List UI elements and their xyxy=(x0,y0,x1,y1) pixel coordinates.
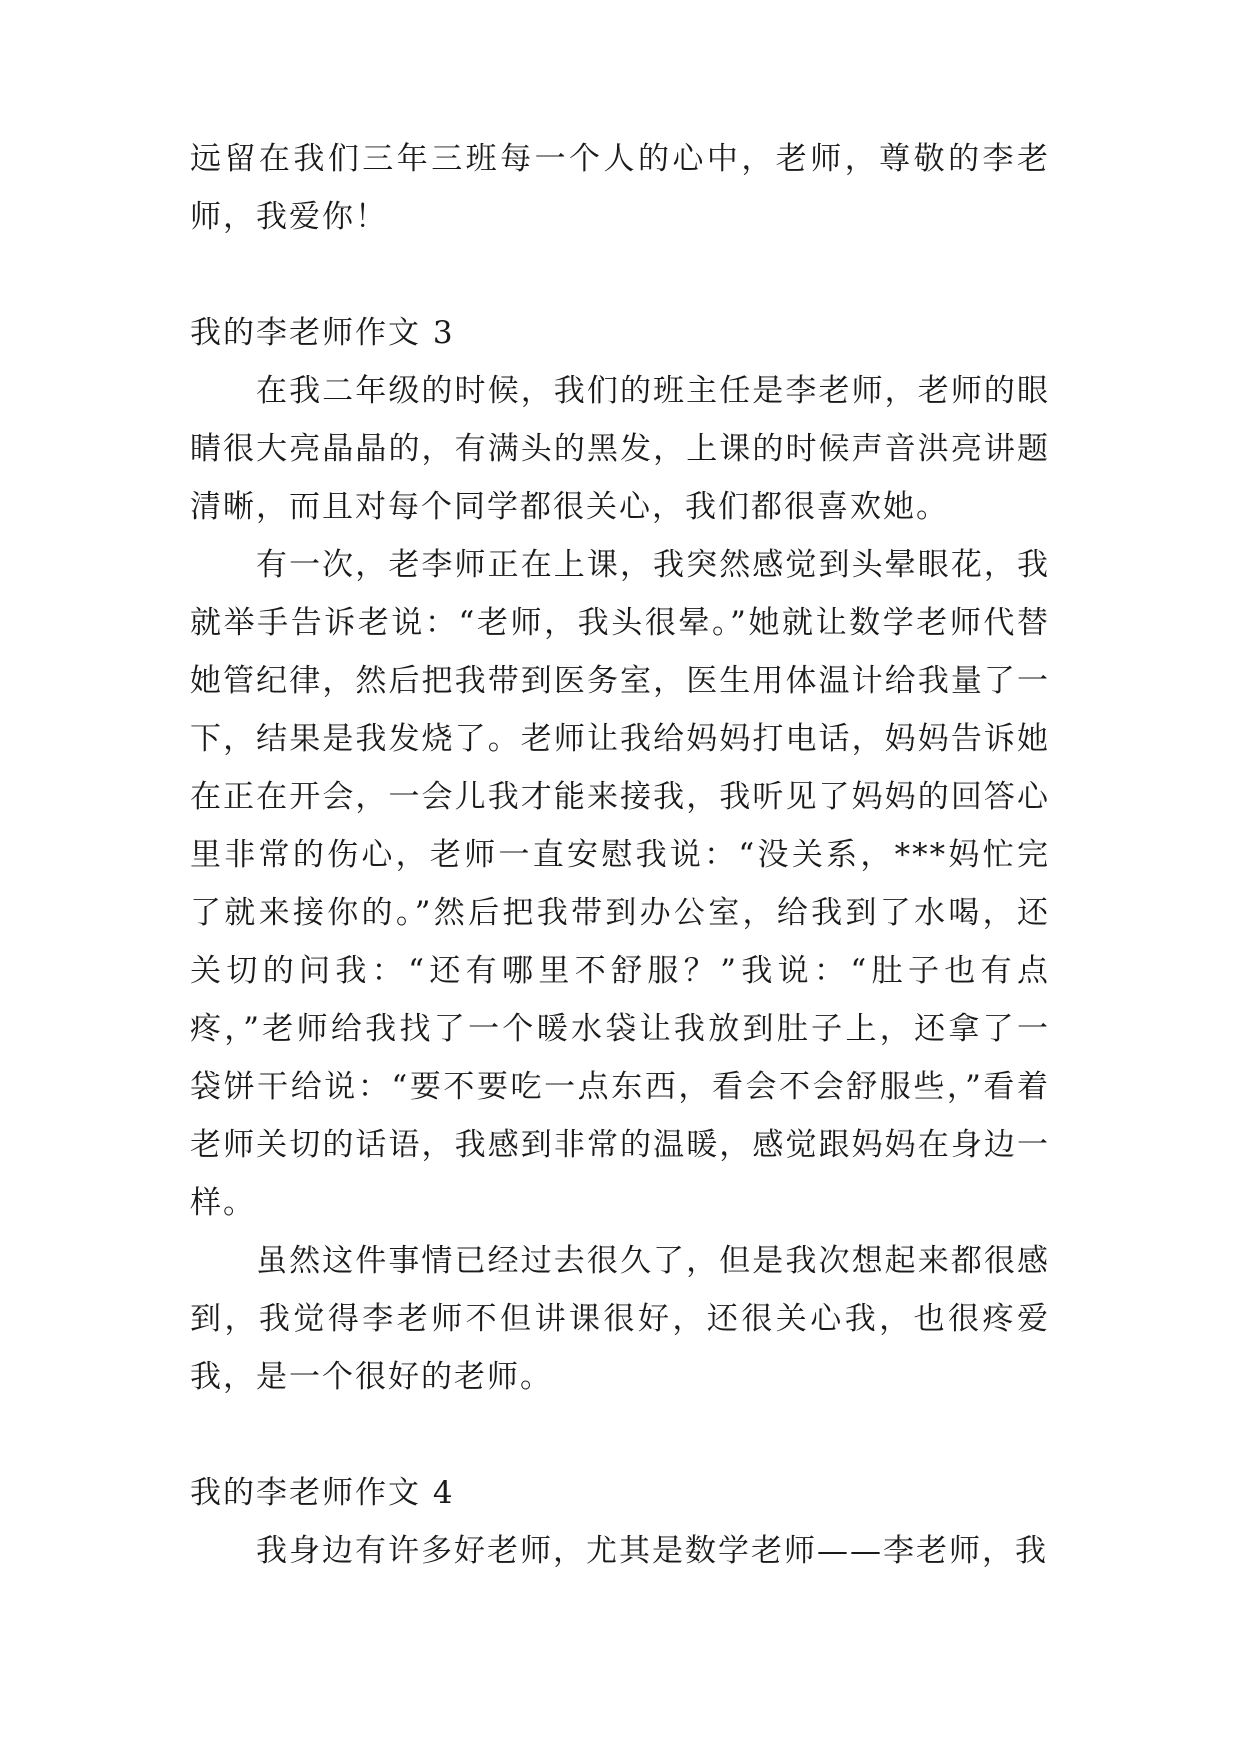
section-3-heading: 我的李老师作文 3 xyxy=(190,315,455,351)
section-3-paragraph-1: 在我二年级的时候，我们的班主任是李老师，老师的眼睛很大亮晶晶的，有满头的黑发，上课的时候声音洪亮讲题清晰，而且对每个同学都很关心，我们都很喜欢她。 xyxy=(190,373,1050,525)
section-4-heading: 我的李老师作文 4 xyxy=(190,1475,455,1511)
section-3-paragraph-3: 虽然这件事情已经过去很久了，但是我次想起来都很感到，我觉得李老师不但讲课很好，还很关心我，也很疼爱我，是一个很好的老师。 xyxy=(190,1243,1050,1395)
intro-paragraph: 远留在我们三年三班每一个人的心中，老师，尊敬的李老师，我爱你！ xyxy=(190,141,1050,235)
section-3-paragraph-2: 有一次，老李师正在上课，我突然感觉到头晕眼花，我就举手告诉老说：“老师，我头很晕。”她就让数学老师代替她管纪律，然后把我带到医务室，医生用体温计给我量了一下，结果是我发烧了。老师让我给妈妈打电话，妈妈告诉她在正在开会，一会儿我才能来接我，我听见了妈妈的回答心里非常的伤心，老师一直安慰我说：“没关系，***妈忙完了就来接你的。”然后把我带到办公室，给我到了水喝，还关切的问我：“还有哪里不舒服？”我说：“肚子也有点疼，”老师给我找了一个暖水袋让我放到肚子上，还拿了一袋饼干给说：“要不要吃一点东西，看会不会舒服些，”看着老师关切的话语，我感到非常的温暖，感觉跟妈妈在身边一样。 xyxy=(190,547,1050,1221)
document-page xyxy=(190,130,1050,1580)
section-4-paragraph-1: 我身边有许多好老师，尤其是数学老师——李老师，我 xyxy=(256,1533,1048,1569)
section-gap xyxy=(190,246,1050,304)
section-gap xyxy=(190,1406,1050,1464)
